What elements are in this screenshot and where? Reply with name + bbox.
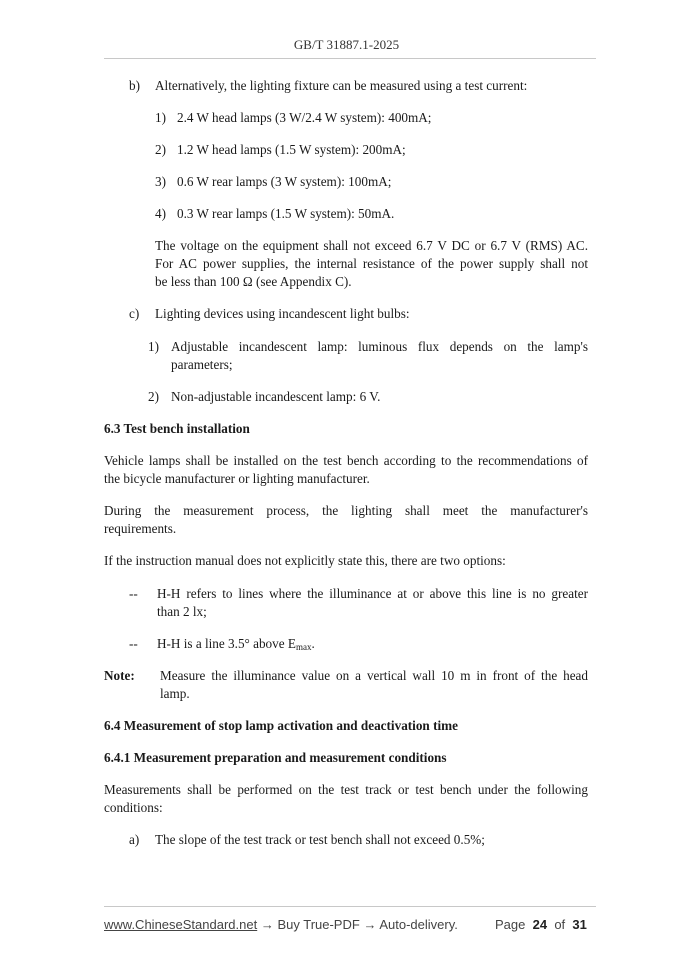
sub-marker-2: 2) [155,142,166,157]
sub-marker-4: 4) [155,206,166,221]
of-word: of [554,917,566,932]
para-6-3-1-line-2: the bicycle manufacturer or lighting manufacturer. [104,471,370,486]
para-6-4-1-line-2: conditions: [104,800,163,815]
footer-promo [104,917,458,932]
section-heading-6-3: 6.3 Test bench installation [104,421,250,436]
para-6-3-3: If the instruction manual does not explicitly state this, there are two options: [104,553,506,568]
c-sub-marker-1: 1) [148,339,159,354]
c-sub-marker-2: 2) [148,389,159,404]
sub-item-1-text: 2.4 W head lamps (3 W/2.4 W system): 400mA; [177,110,432,125]
footer-divider [104,906,596,907]
note-line-1: Measure the illuminance value on a vertical wall 10 m in front of the head [160,668,588,683]
item-a-text: The slope of the test track or test bench shall not exceed 0.5%; [155,832,485,847]
section-heading-6-4: 6.4 Measurement of stop lamp activation and deactivation time [104,718,458,733]
arrow-right-icon: → [363,917,377,932]
sub-marker-3: 3) [155,174,166,189]
para-6-4-1-line-1: Measurements shall be performed on the test track or test bench under the following [104,782,588,797]
sub-item-2-text: 1.2 W head lamps (1.5 W system): 200mA; [177,142,406,157]
note-line-2: lamp. [160,686,190,701]
c-sub-item-2-text: Non-adjustable incandescent lamp: 6 V. [171,389,381,404]
option-2-prefix: H-H is a line 3.5° above E [157,636,296,651]
page-word: Page [495,917,526,932]
list-marker-b: b) [129,78,140,93]
buy-pdf-text: Buy True-PDF [277,917,360,932]
sub-marker-1: 1) [155,110,166,125]
option-1-line-2: than 2 lx; [157,604,207,619]
voltage-note-line-3: be less than 100 Ω (see Appendix C). [155,274,352,289]
voltage-note-line-1: The voltage on the equipment shall not exceed 6.7 V DC or 6.7 V (RMS) AC. [155,238,588,253]
c-sub-item-1-line-1: Adjustable incandescent lamp: luminous flux depends on the lamp's [171,339,588,354]
sub-item-4-text: 0.3 W rear lamps (1.5 W system): 50mA. [177,206,395,221]
emax-subscript: max [295,642,312,652]
auto-delivery-text: Auto-delivery. [379,917,458,932]
para-6-3-1-line-1: Vehicle lamps shall be installed on the test bench according to the recommendations of [104,453,588,468]
page-total: 31 [572,917,587,932]
option-2-suffix: . [311,636,315,651]
item-c-text: Lighting devices using incandescent light bulbs: [155,306,410,321]
header-divider [104,58,596,59]
list-marker-c: c) [129,306,140,321]
page-current: 24 [532,917,548,932]
note-label: Note: [104,668,135,683]
list-marker-a: a) [129,832,140,847]
arrow-right-icon: → [260,917,274,932]
page-number [495,917,587,932]
c-sub-item-1-line-2: parameters; [171,357,233,372]
subsection-heading-6-4-1: 6.4.1 Measurement preparation and measurement conditions [104,750,447,765]
para-6-3-2-line-2: requirements. [104,521,177,536]
option-2-text [157,635,315,652]
sub-item-3-text: 0.6 W rear lamps (3 W system): 100mA; [177,174,392,189]
para-6-3-2-line-1: During the measurement process, the lighting shall meet the manufacturer's [104,503,588,518]
page-header: GB/T 31887.1-2025 [293,37,400,52]
site-link[interactable]: www.ChineseStandard.net [104,917,258,932]
dash-marker-1: -- [129,586,138,601]
option-1-line-1: H-H refers to lines where the illuminance at or above this line is no greater [157,586,588,601]
item-b-text: Alternatively, the lighting fixture can be measured using a test current: [155,78,528,93]
dash-marker-2: -- [129,636,138,651]
voltage-note-line-2: For AC power supplies, the internal resistance of the power supply shall not [155,256,588,271]
